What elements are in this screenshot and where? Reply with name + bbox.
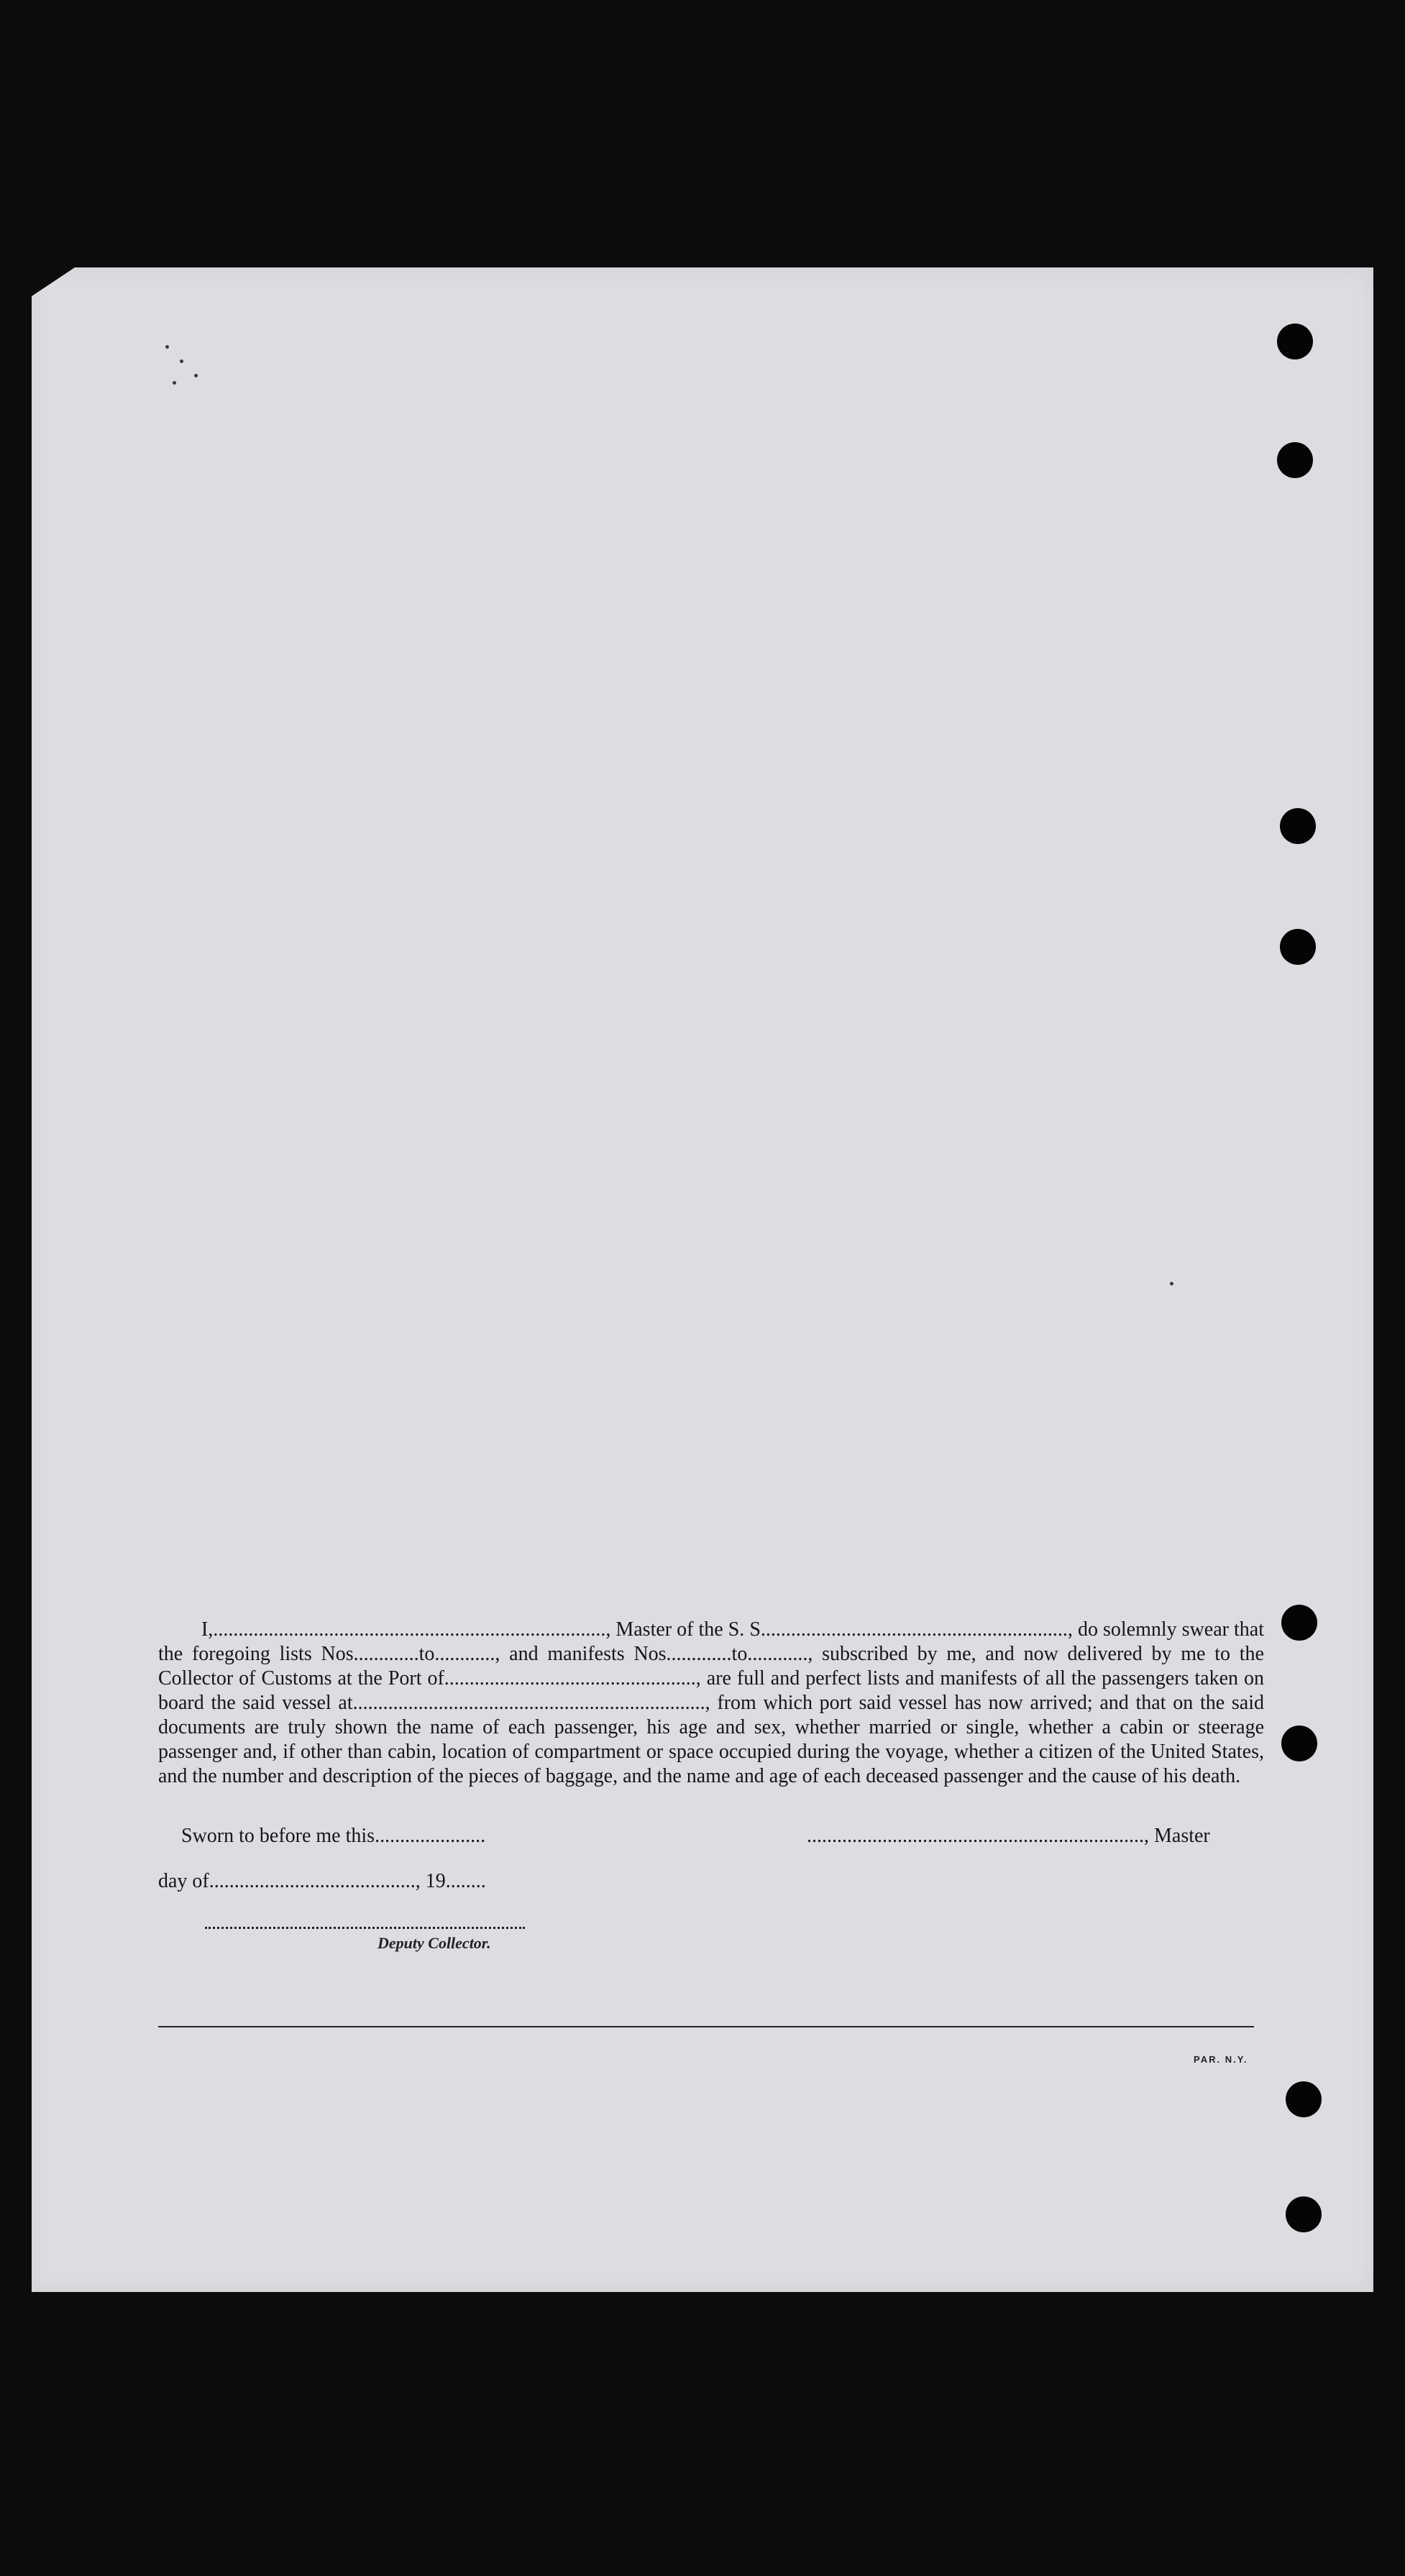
day-of-line: day of........................................., 19........ [158,1870,486,1892]
form-code: PAR. N.Y. [1194,2054,1248,2065]
binder-hole [1281,1725,1317,1761]
ink-speck [165,345,169,349]
binder-hole [1277,442,1313,478]
oath-paragraph [158,1618,1264,1789]
binder-hole [1277,324,1313,359]
binder-hole [1286,2081,1322,2117]
ink-speck [180,359,183,363]
manifest-sheet [32,267,1373,2292]
deputy-collector-label: Deputy Collector. [377,1934,491,1952]
binder-hole [1286,2196,1322,2232]
ink-speck [173,381,176,385]
oath-text: I,.............................................................................., Master of the S. S............................................................., do solemnly swear that the foregoing lists Nos.............to............, and manifests Nos.............to............, subscribed by me, and now delivered by me to the Collector of Customs at the Port of.................................................., are full and perfect lists and manifests of all the passengers taken on board the said vessel at......................................................................, from which port said vessel has now arrived; and that on the said documents are truly shown the name of each passenger, his age and sex, whether married or single, whether a cabin or steerage passenger and, if other than cabin, location of compartment or space occupied during the voyage, whether a citizen of the United States, and the number and description of the pieces of baggage, and the name and age of each deceased passenger and the cause of his death. [158,1618,1264,1787]
footer-rule [158,2026,1254,2027]
deputy-signature-line [205,1927,525,1929]
master-signature-line: ..................................................................., Master [807,1825,1210,1847]
binder-hole [1281,1605,1317,1641]
binder-hole [1280,929,1316,965]
binder-hole [1280,808,1316,844]
sworn-before-line: Sworn to before me this...................... [181,1825,486,1847]
ink-speck [1170,1282,1173,1285]
ink-speck [194,374,198,377]
